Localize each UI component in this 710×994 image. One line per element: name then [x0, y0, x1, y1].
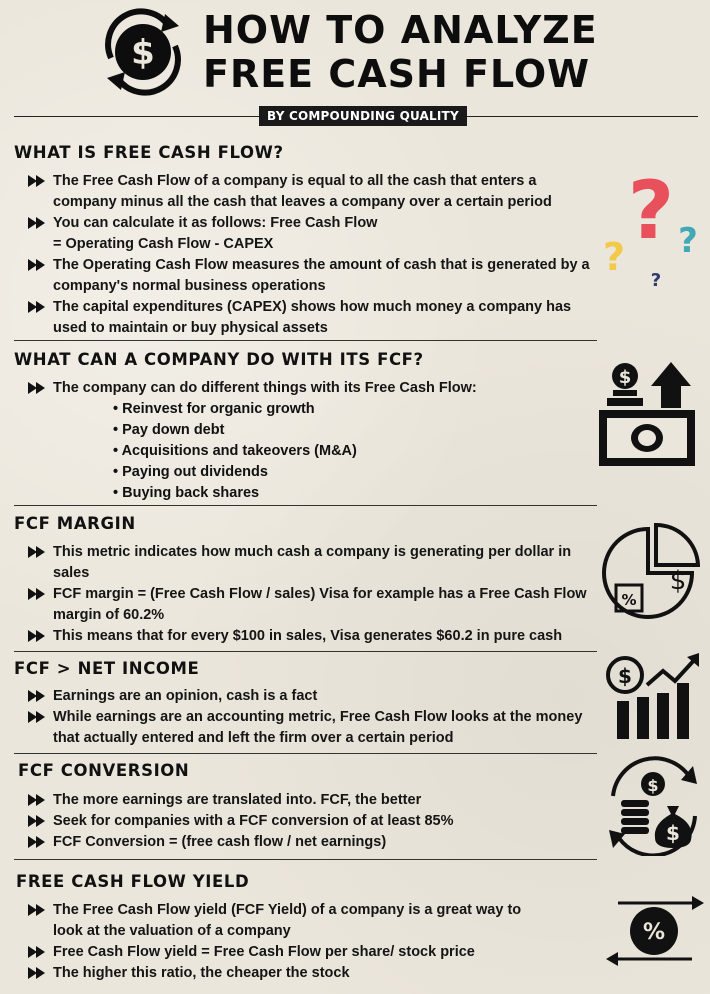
svg-text:$: $: [618, 367, 632, 388]
list-item: FCF margin = (Free Cash Flow / sales) Visa for example has a Free Cash Flow margin of 60.2%: [28, 584, 598, 626]
list-item: The Free Cash Flow of a company is equal to all the cash that enters a company minus all the cash that leaves a company over a certain period: [28, 171, 598, 213]
list-item: The Free Cash Flow yield (FCF Yield) of a company is a great way to look at the valuation of a company: [28, 900, 598, 942]
question-marks-icon: [596, 160, 706, 290]
title-line-1: HOW TO ANALYZE: [203, 8, 598, 52]
svg-text:?: ?: [678, 221, 698, 261]
sub-list-item: • Acquisitions and takeovers (M&A): [113, 443, 357, 459]
double-arrow-icon: [28, 259, 48, 271]
double-arrow-icon: [28, 175, 48, 187]
svg-text:$: $: [669, 566, 687, 596]
list-item: The Operating Cash Flow measures the amount of cash that is generated by a company's normal business operations: [28, 255, 598, 297]
section-divider: [14, 505, 597, 506]
list-item: This means that for every $100 in sales, Visa generates $60.2 in pure cash: [28, 626, 618, 647]
dollar-bar-chart-icon: [603, 653, 703, 743]
double-arrow-icon: [28, 815, 48, 827]
double-arrow-icon: [28, 794, 48, 806]
svg-text:?: ?: [602, 235, 626, 279]
sub-list-item: • Pay down debt: [113, 422, 225, 438]
section-heading-what-is-fcf: WHAT IS FREE CASH FLOW?: [14, 143, 284, 162]
list-item: Earnings are an opinion, cash is a fact: [28, 686, 598, 707]
section-divider: [14, 753, 597, 754]
coins-moneybag-icon: [603, 756, 705, 856]
list-item: While earnings are an accounting metric, Free Cash Flow looks at the money that actually entered and left the firm over a certain period: [28, 707, 598, 749]
sub-list-item: • Paying out dividends: [113, 464, 268, 480]
double-arrow-icon: [28, 217, 48, 229]
double-arrow-icon: [28, 630, 48, 642]
section-heading-fcf-margin: FCF MARGIN: [14, 514, 136, 533]
section-divider: [14, 859, 597, 860]
money-growth-icon: [597, 362, 701, 470]
double-arrow-icon: [28, 690, 48, 702]
page-title: [203, 8, 623, 96]
list-item: The capital expenditures (CAPEX) shows how much money a company has used to maintain or buy physical assets: [28, 297, 598, 339]
list-item: This metric indicates how much cash a company is generating per dollar in sales: [28, 542, 598, 584]
double-arrow-icon: [28, 382, 48, 394]
svg-text:%: %: [642, 920, 666, 945]
title-line-2: FREE CASH FLOW: [203, 52, 591, 96]
svg-text:?: ?: [650, 270, 662, 290]
svg-text:$: $: [647, 776, 659, 795]
svg-text:?: ?: [627, 164, 675, 257]
double-arrow-icon: [28, 836, 48, 848]
svg-text:$: $: [666, 821, 680, 845]
list-item: The company can do different things with its Free Cash Flow:: [28, 378, 598, 399]
section-heading-fcf-net-income: FCF > NET INCOME: [14, 659, 200, 678]
double-arrow-icon: [28, 711, 48, 723]
list-item: FCF Conversion = (free cash flow / net earnings): [28, 832, 598, 853]
section-divider: [14, 651, 597, 652]
double-arrow-icon: [28, 967, 48, 979]
svg-text:$: $: [618, 664, 632, 688]
percent-arrows-icon: [604, 893, 706, 969]
list-item: The higher this ratio, the cheaper the stock: [28, 963, 598, 984]
dollar-cycle-icon: [97, 6, 189, 98]
section-heading-fcf-yield: FREE CASH FLOW YIELD: [16, 872, 250, 891]
list-item: Free Cash Flow yield = Free Cash Flow per share/ stock price: [28, 942, 598, 963]
sub-list-item: • Buying back shares: [113, 485, 260, 501]
list-item: Seek for companies with a FCF conversion of at least 85%: [28, 811, 598, 832]
double-arrow-icon: [28, 301, 48, 313]
byline-badge: BY COMPOUNDING QUALITY: [259, 106, 467, 126]
section-divider: [14, 340, 597, 341]
double-arrow-icon: [28, 546, 48, 558]
svg-text:$: $: [131, 33, 155, 73]
list-item: The more earnings are translated into. FCF, the better: [28, 790, 598, 811]
sub-list-item: • Reinvest for organic growth: [113, 401, 315, 417]
svg-text:%: %: [621, 591, 637, 609]
list-item: You can calculate it as follows: Free Cash Flow = Operating Cash Flow - CAPEX: [28, 213, 598, 255]
double-arrow-icon: [28, 588, 48, 600]
double-arrow-icon: [28, 946, 48, 958]
double-arrow-icon: [28, 904, 48, 916]
section-heading-fcf-conversion: FCF CONVERSION: [18, 761, 190, 780]
pie-percent-dollar-icon: [600, 523, 700, 623]
section-heading-fcf-uses: WHAT CAN A COMPANY DO WITH ITS FCF?: [14, 350, 424, 369]
